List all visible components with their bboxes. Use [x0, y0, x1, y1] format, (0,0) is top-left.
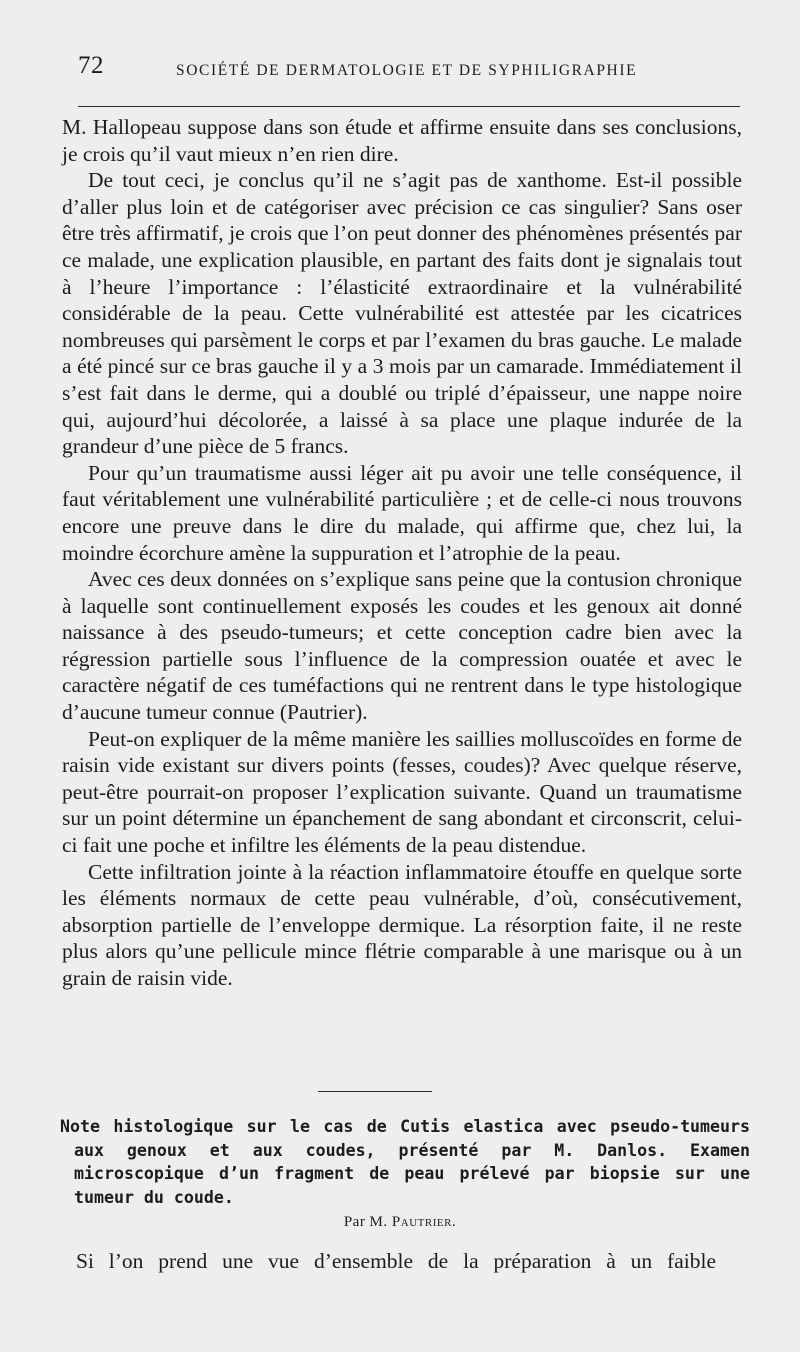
paragraph-4: Avec ces deux données on s’explique sans peine que la contusion chronique à laquelle sont continuellement exposés les coudes et les genoux ait donné naissance à des pseudo-tumeurs; et cette conception cadre bien avec la régression partielle sous l’influence de la compression ouatée et avec le caractère négatif de ces tuméfactions qui ne rentrent dans le type histologique d’aucune tumeur connue (Pautrier).: [62, 567, 742, 725]
header-rule: [78, 106, 740, 107]
note-byline: [0, 1214, 800, 1231]
paragraph-2: De tout ceci, je conclus qu’il ne s’agit pas de xanthome. Est-il possible d’aller plus loin et de catégoriser avec précision ce cas singulier? Sans oser être très affirmatif, je crois que l’on peut donner des phénomènes présentés par ce malade, une explication plausible, en partant des faits dont je signalais tout à l’heure l’importance : l’élasticité extraordinaire et la vulnérabilité considérable de la peau. Cette vulnérabilité est attestée par les cicatrices nombreuses qui parsèment le corps et par l’examen du bras gauche. Le malade a été pincé sur ce bras gauche il y a 3 mois par un camarade. Immédiatement il s’est fait dans le derme, qui a doublé ou triplé d’épaisseur, une nappe noire qui, aujourd’hui décolorée, a laissé à sa place une plaque indurée de la grandeur d’une pièce de 5 francs.: [62, 168, 742, 459]
page-number: 72: [78, 52, 104, 79]
byline-author: Pautrier.: [391, 1214, 457, 1230]
note-first-line: Si l’on prend une vue d’ensemble de la préparation à un faible: [76, 1249, 716, 1273]
paragraph-3: Pour qu’un traumatisme aussi léger ait pu avoir une telle conséquence, il faut véritablement une vulnérabilité particulière ; et de celle-ci nous trouvons encore une preuve dans le dire du malade, qui affirme que, chez lui, la moindre écorchure amène la suppuration et l’atrophie de la peau.: [62, 460, 742, 565]
paragraph-6: Cette infiltration jointe à la réaction inflammatoire étouffe en quelque sorte les éléments normaux de cette peau vulnérable, d’où, consécutivement, absorption partielle de l’enveloppe dermique. La résorption faite, il ne reste plus alors qu’une pellicule mince flétrie comparable à une marisque ou à un grain de raisin vide.: [62, 859, 742, 990]
running-head: SOCIÉTÉ DE DERMATOLOGIE ET DE SYPHILIGRAPHIE: [176, 62, 638, 79]
section-divider: [318, 1091, 432, 1092]
note-title: Note histologique sur le cas de Cutis elastica avec pseudo-tumeurs aux genoux et aux coudes, présenté par M. Danlos. Examen microscopique d’un fragment de peau prélevé par biopsie sur une tumeur du coude.: [60, 1117, 750, 1207]
main-text: [62, 114, 742, 992]
byline-prefix: Par M.: [343, 1214, 392, 1230]
paragraph-5: Peut-on expliquer de la même manière les saillies molluscoïdes en forme de raisin vide existant sur divers points (fesses, coudes)? Avec quelque réserve, peut-être pourrait-on proposer l’explication suivante. Quand un traumatisme sur un point détermine un épanchement de sang abondant et circonscrit, celui-ci fait une poche et infiltre les éléments de la peau distendue.: [62, 726, 742, 858]
paragraph-1: M. Hallopeau suppose dans son étude et affirme ensuite dans ses conclusions, je crois qu’il vaut mieux n’en rien dire.: [62, 115, 742, 166]
page-header: [78, 52, 738, 92]
